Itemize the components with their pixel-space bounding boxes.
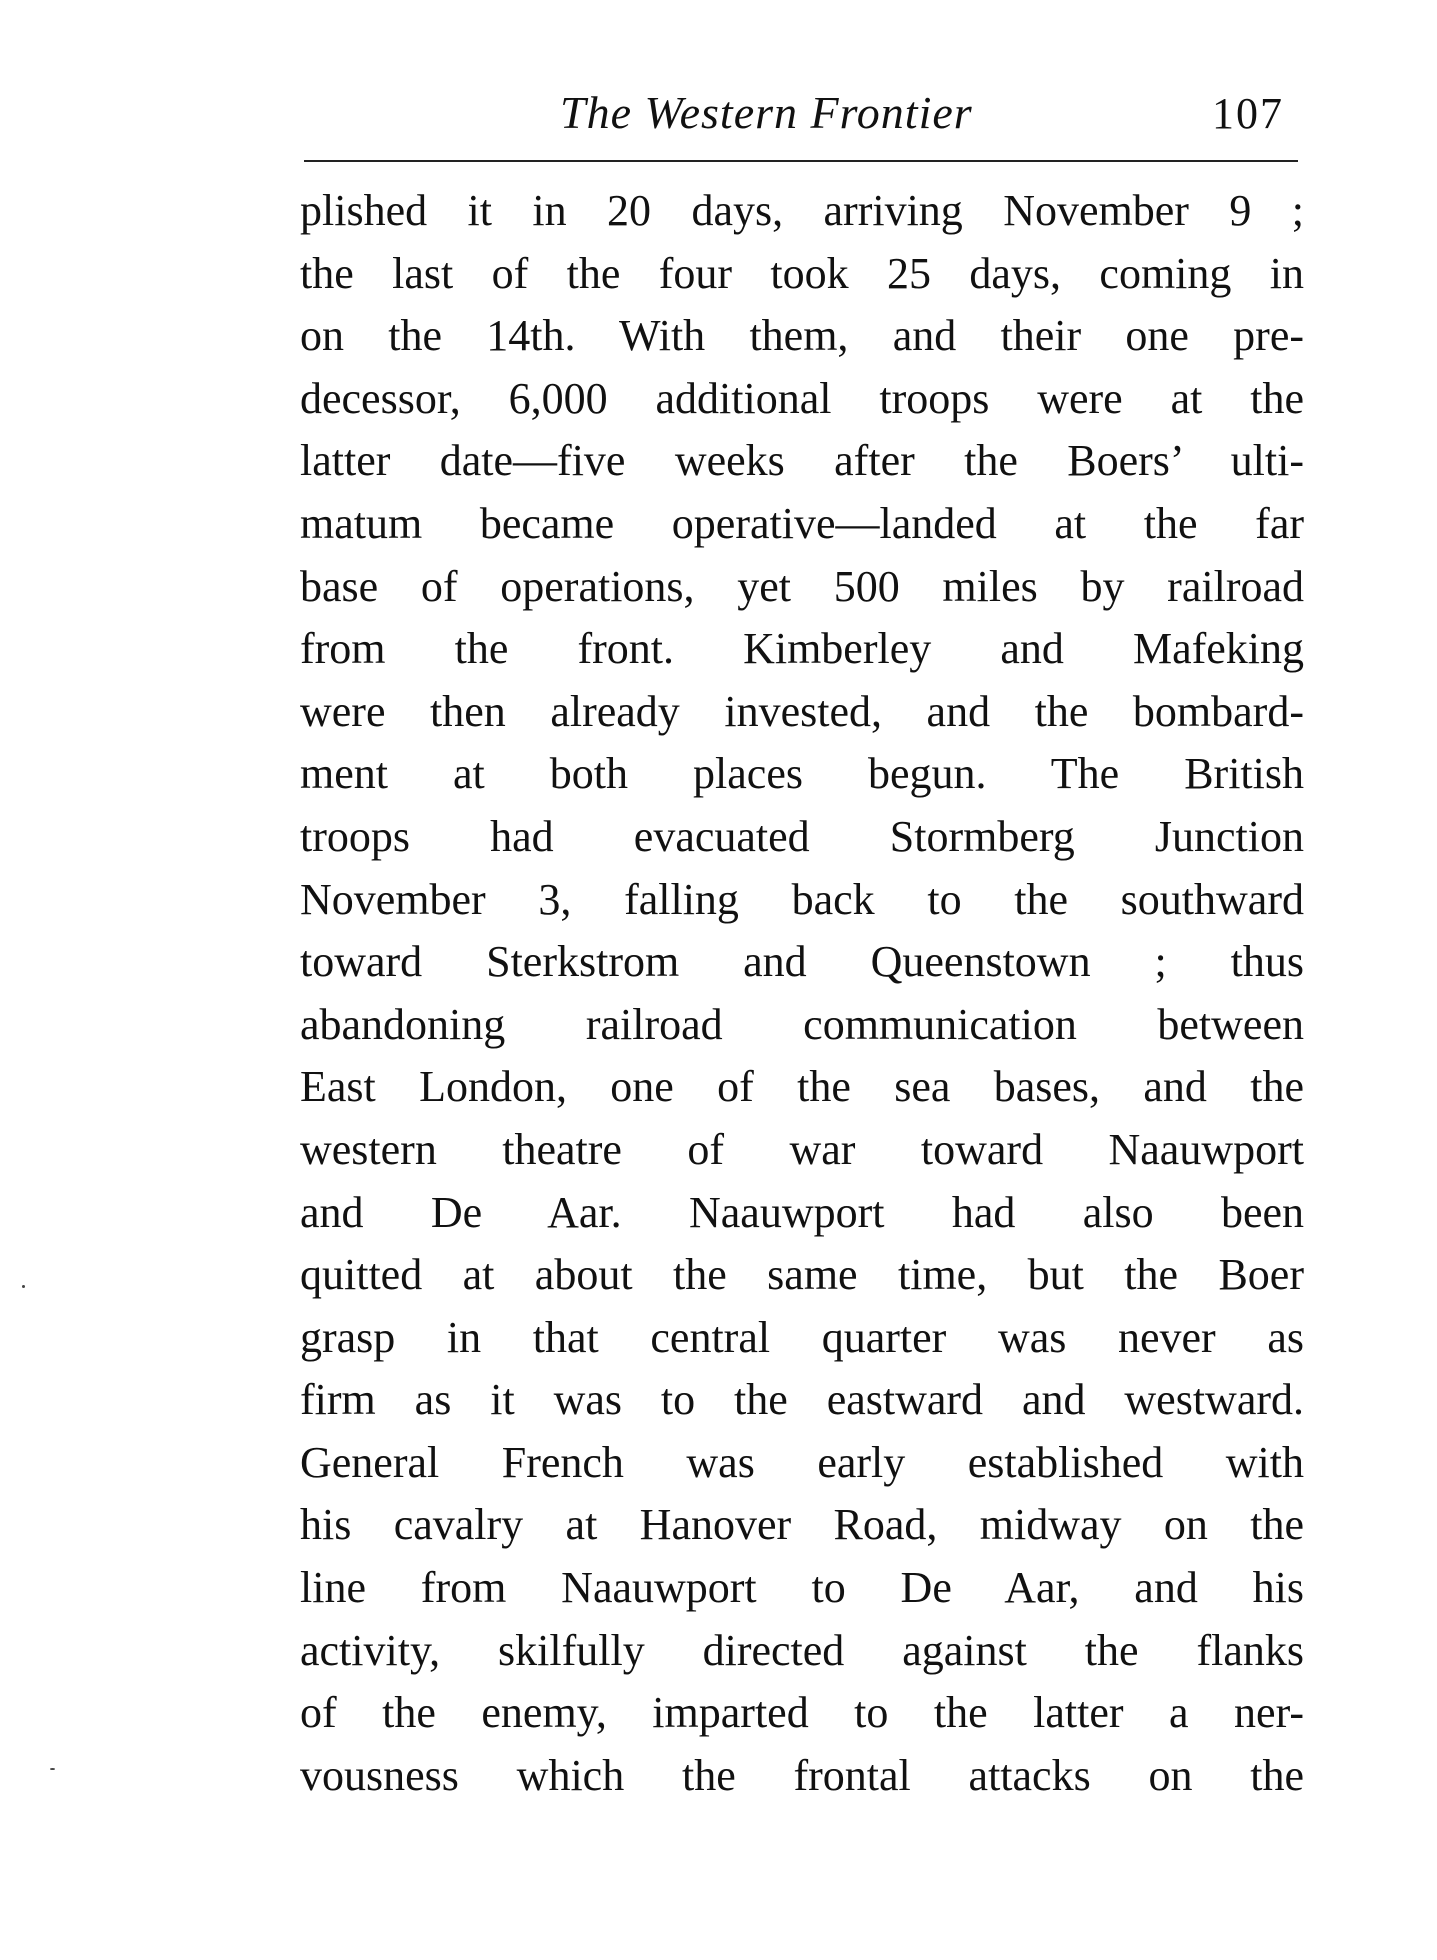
- text-line: ment at both places begun. The British: [300, 749, 1304, 799]
- text-line: and De Aar. Naauwport had also been: [300, 1187, 1304, 1237]
- text-line: the last of the four took 25 days, coming in: [300, 248, 1304, 298]
- text-line: western theatre of war toward Naauwport: [300, 1124, 1304, 1174]
- text-line: grasp in that central quarter was never as: [300, 1312, 1304, 1362]
- text-line: on the 14th. With them, and their one pre-: [300, 311, 1304, 361]
- page-number: 107: [1212, 89, 1284, 138]
- text-line: abandoning railroad communication between: [300, 999, 1304, 1049]
- text-line: toward Sterkstrom and Queenstown ; thus: [300, 937, 1304, 987]
- text-line: were then already invested, and the bombard-: [300, 686, 1304, 736]
- text-line: decessor, 6,000 additional troops were at the: [300, 373, 1304, 423]
- scan-speck: [22, 1285, 25, 1288]
- text-line: East London, one of the sea bases, and the: [300, 1062, 1304, 1112]
- text-line: troops had evacuated Stormberg Junction: [300, 811, 1304, 861]
- text-line: matum became operative—landed at the far: [300, 498, 1304, 548]
- body-text: [300, 180, 1304, 1807]
- text-line: of the enemy, imparted to the latter a ner-: [300, 1688, 1304, 1738]
- text-line: firm as it was to the eastward and westward.: [300, 1375, 1304, 1425]
- text-line: latter date—five weeks after the Boers’ ulti-: [300, 436, 1304, 486]
- text-line: November 3, falling back to the southward: [300, 874, 1304, 924]
- text-line: his cavalry at Hanover Road, midway on the: [300, 1500, 1304, 1550]
- text-line: quitted at about the same time, but the Boer: [300, 1250, 1304, 1300]
- text-line: base of operations, yet 500 miles by railroad: [300, 561, 1304, 611]
- header-rule: [304, 160, 1298, 162]
- text-line: plished it in 20 days, arriving November 9 ;: [300, 186, 1304, 235]
- text-line: General French was early established with: [300, 1437, 1304, 1487]
- text-line: activity, skilfully directed against the flanks: [300, 1625, 1304, 1675]
- scan-speck: [50, 1768, 55, 1770]
- text-line: from the front. Kimberley and Mafeking: [300, 624, 1304, 674]
- text-line: vousness which the frontal attacks on the: [300, 1750, 1304, 1800]
- running-title: The Western Frontier: [560, 87, 973, 138]
- text-line: line from Naauwport to De Aar, and his: [300, 1563, 1304, 1613]
